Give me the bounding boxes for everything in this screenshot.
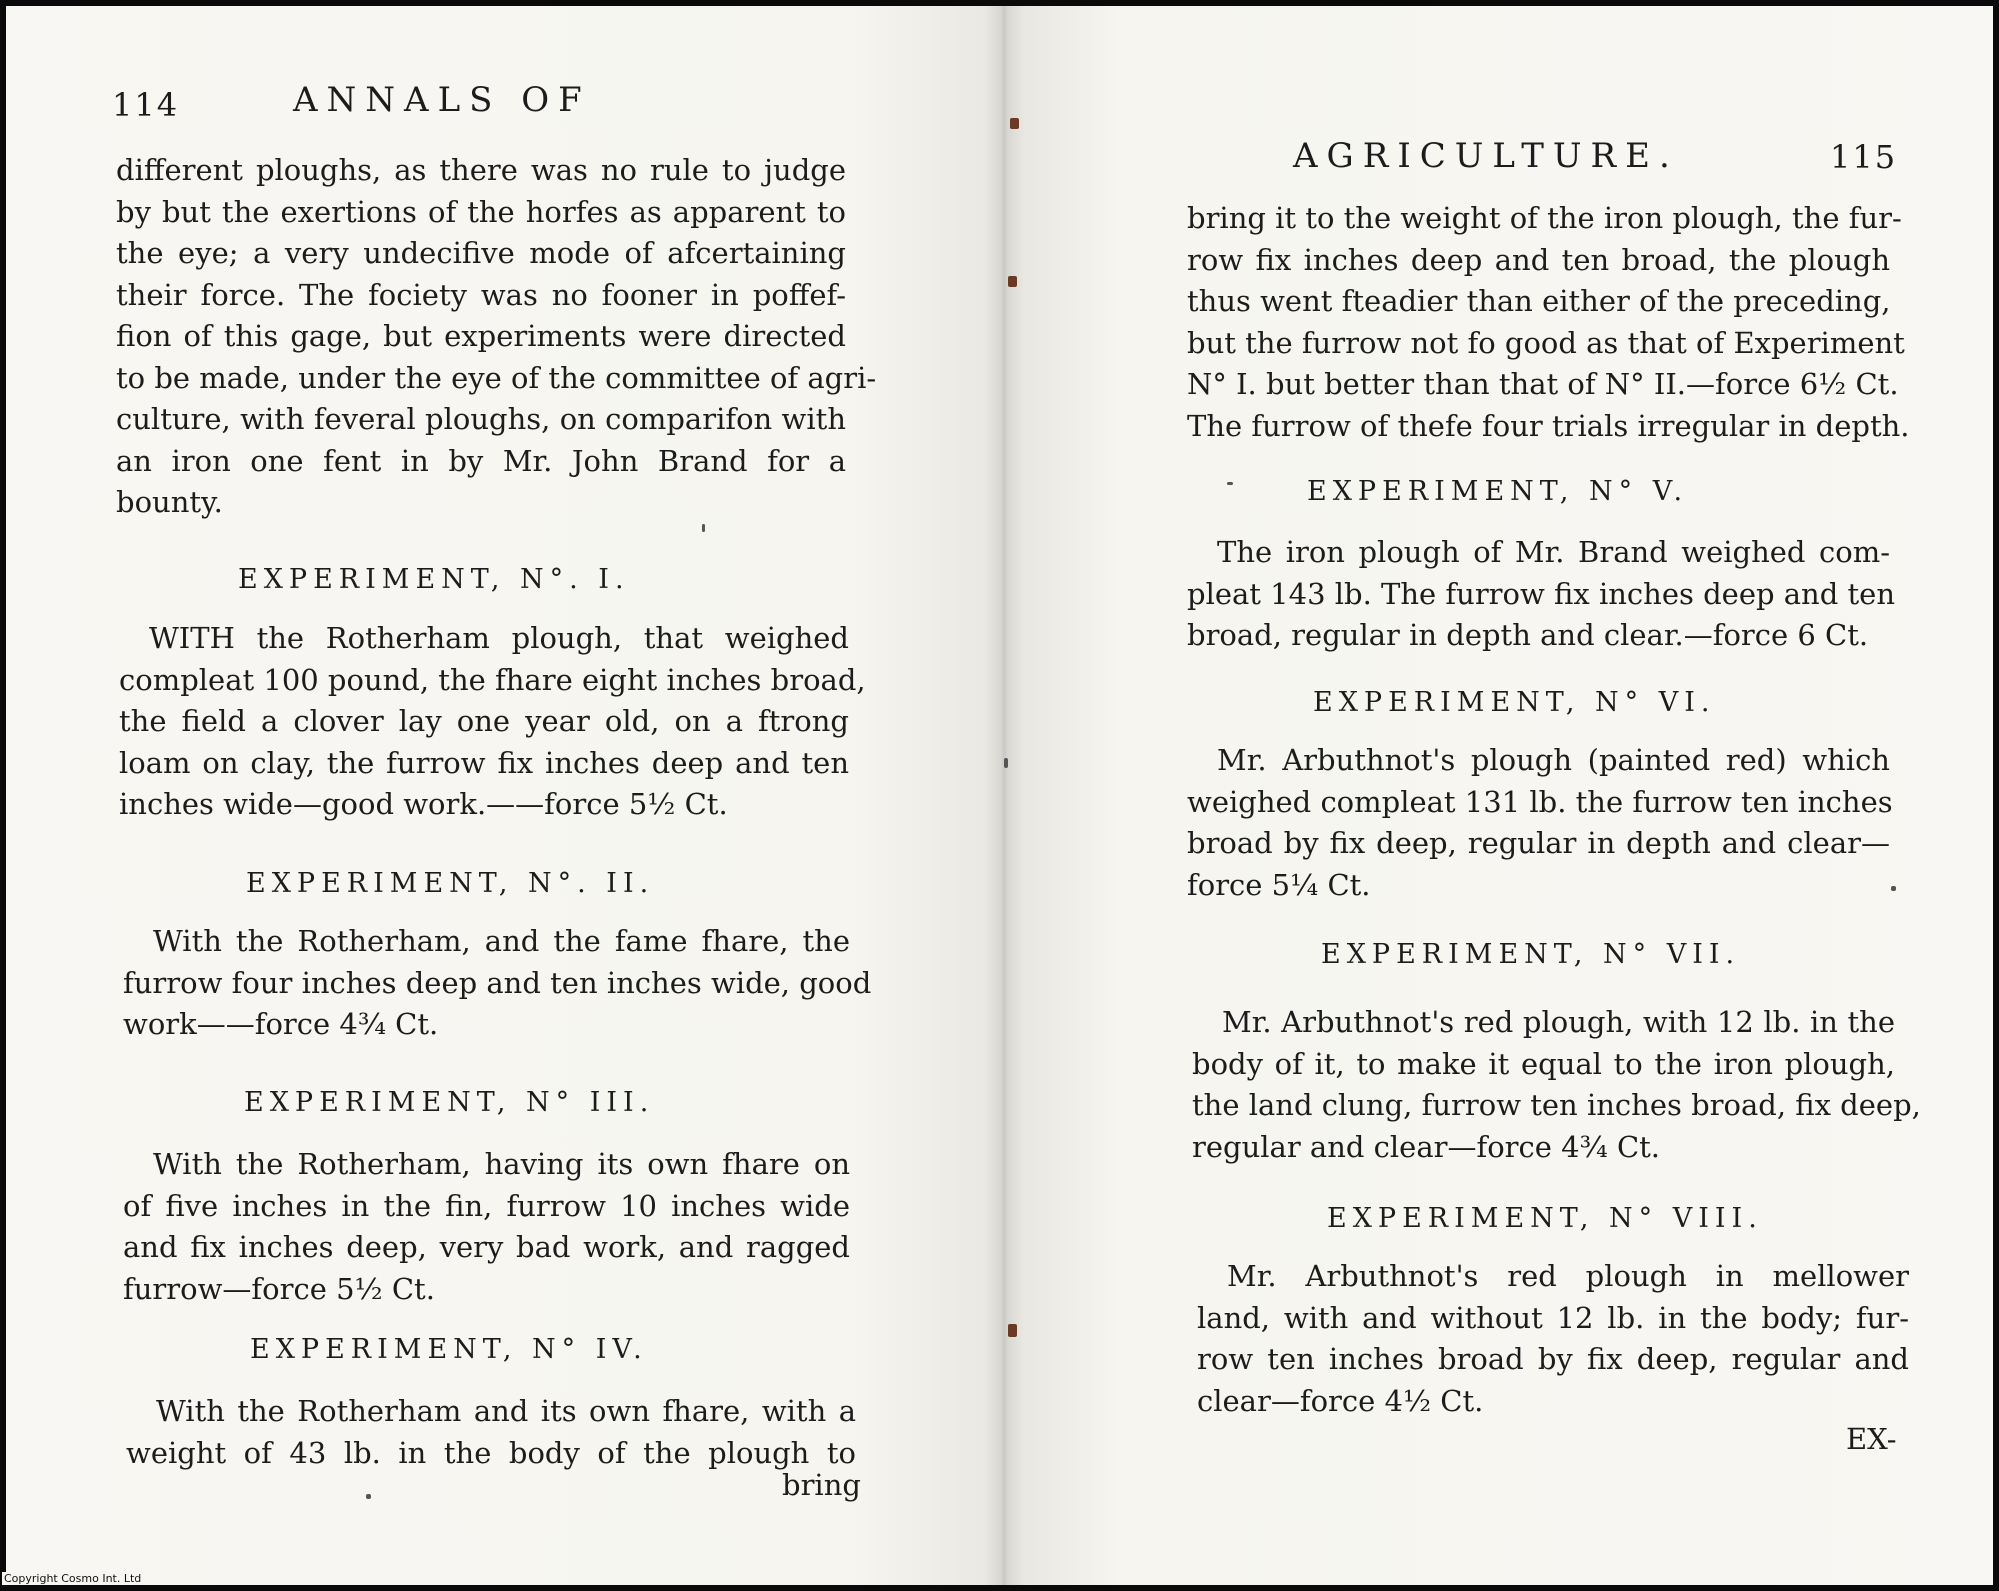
text-line: furrow—force 5½ Ct.: [123, 1271, 435, 1306]
experiment-text: [1187, 740, 1893, 906]
text-line: weighed compleat 131 lb. the furrow ten inches: [1187, 784, 1893, 819]
body-text: [1187, 198, 1910, 447]
experiment-heading: EXPERIMENT, N° VI.: [1313, 687, 1716, 718]
text-line: N° I. but better than that of N° II.—force 6½ Ct.: [1187, 367, 1899, 401]
text-line: of five inches in the fin, furrow 10 inches wide: [123, 1188, 850, 1223]
text-line: work——force 4¾ Ct.: [123, 1007, 439, 1041]
experiment-text: [1197, 1256, 1909, 1422]
experiment-heading: EXPERIMENT, N° V.: [1307, 476, 1689, 507]
left-page: [6, 6, 1001, 1585]
text-line: inches wide—good work.——force 5½ Ct.: [119, 787, 728, 821]
text-line: the eye; a very undecifive mode of afcertaining: [116, 236, 846, 270]
text-line: The iron plough of Mr. Brand weighed com-: [1217, 535, 1890, 569]
experiment-text: [1192, 1002, 1921, 1168]
text-line: row ten inches broad by fix deep, regular and: [1197, 1342, 1909, 1376]
text-line: body of it, to make it equal to the iron plough,: [1192, 1046, 1895, 1081]
text-line: the field a clover lay one year old, on a ftrong: [119, 704, 849, 738]
text-line: their force. The fociety was no fooner in poffef-: [116, 277, 846, 312]
text-line: different ploughs, as there was no rule to judge: [116, 153, 846, 187]
text-line: force 5¼ Ct.: [1187, 867, 1371, 902]
binding-stitch: [1008, 1324, 1017, 1337]
copyright-notice: Copyright Cosmo Int. Ltd: [4, 1572, 142, 1585]
experiment-text: [123, 1144, 850, 1310]
catchword: EX-: [1846, 1422, 1897, 1456]
text-line: to be made, under the eye of the committee of agri-: [116, 360, 877, 395]
experiment-text: [126, 1391, 856, 1474]
text-line: With the Rotherham, and the fame fhare, the: [153, 924, 850, 958]
text-line: bring it to the weight of the iron plough, the fur-: [1187, 201, 1902, 235]
text-line: culture, with feveral ploughs, on comparifon with: [116, 402, 846, 436]
text-line: Mr. Arbuthnot's red plough in mellower: [1227, 1259, 1909, 1293]
text-line: regular and clear—force 4¾ Ct.: [1192, 1129, 1661, 1164]
experiment-heading: EXPERIMENT, N° IV.: [250, 1334, 648, 1365]
experiment-text: [123, 921, 872, 1046]
page-number: 114: [112, 86, 180, 124]
experiment-heading: EXPERIMENT, N°. II.: [246, 868, 655, 899]
running-head: AGRICULTURE.: [1293, 136, 1679, 176]
text-line: Mr. Arbuthnot's plough (painted red) which: [1217, 743, 1890, 777]
right-page: [1001, 6, 1993, 1585]
text-line: clear—force 4½ Ct.: [1197, 1383, 1484, 1418]
running-head: ANNALS OF: [293, 80, 591, 120]
text-line: and fix inches deep, very bad work, and ragged: [123, 1230, 850, 1264]
text-line: compleat 100 pound, the fhare eight inches broad,: [119, 662, 866, 697]
experiment-heading: EXPERIMENT, N° VIII.: [1327, 1203, 1763, 1234]
text-line: weight of 43 lb. in the body of the plough to: [126, 1435, 856, 1470]
text-line: thus went fteadier than either of the preceding,: [1187, 284, 1891, 318]
experiment-text: [1187, 532, 1896, 657]
text-line: pleat 143 lb. The furrow fix inches deep and ten: [1187, 576, 1896, 611]
text-line: With the Rotherham, having its own fhare on: [153, 1147, 850, 1181]
text-line: fion of this gage, but experiments were directed: [116, 319, 846, 353]
experiment-heading: EXPERIMENT, N°. I.: [238, 564, 630, 595]
catchword: bring: [782, 1468, 861, 1502]
text-line: With the Rotherham and its own fhare, with a: [156, 1394, 856, 1428]
text-line: the land clung, furrow ten inches broad, fix deep,: [1192, 1088, 1921, 1122]
text-line: broad by fix deep, regular in depth and clear—: [1187, 826, 1890, 860]
text-line: The furrow of thefe four trials irregular in depth.: [1187, 408, 1910, 443]
text-line: broad, regular in depth and clear.—force 6 Ct.: [1187, 618, 1869, 652]
experiment-text: [119, 618, 866, 826]
binding-stitch: [1008, 276, 1017, 287]
text-line: by but the exertions of the horfes as apparent to: [116, 194, 846, 229]
text-line: land, with and without 12 lb. in the body; fur-: [1197, 1300, 1909, 1335]
text-line: loam on clay, the furrow fix inches deep and ten: [119, 745, 849, 780]
text-line: but the furrow not fo good as that of Experiment: [1187, 325, 1905, 360]
binding-stitch: [1010, 118, 1019, 129]
experiment-heading: EXPERIMENT, N° VII.: [1321, 939, 1741, 970]
gutter-shadow: [984, 6, 1024, 1585]
body-text: [116, 150, 877, 524]
text-line: row fix inches deep and ten broad, the plough: [1187, 242, 1890, 277]
page-number: 115: [1830, 138, 1898, 176]
text-line: WITH the Rotherham plough, that weighed: [149, 621, 849, 655]
text-line: bounty.: [116, 485, 223, 519]
text-line: furrow four inches deep and ten inches wide, good: [123, 965, 872, 1000]
text-line: Mr. Arbuthnot's red plough, with 12 lb. in the: [1222, 1005, 1895, 1039]
text-line: an iron one fent in by Mr. John Brand for a: [116, 443, 846, 478]
experiment-heading: EXPERIMENT, N° III.: [244, 1087, 655, 1118]
book-spread: [6, 6, 1993, 1585]
